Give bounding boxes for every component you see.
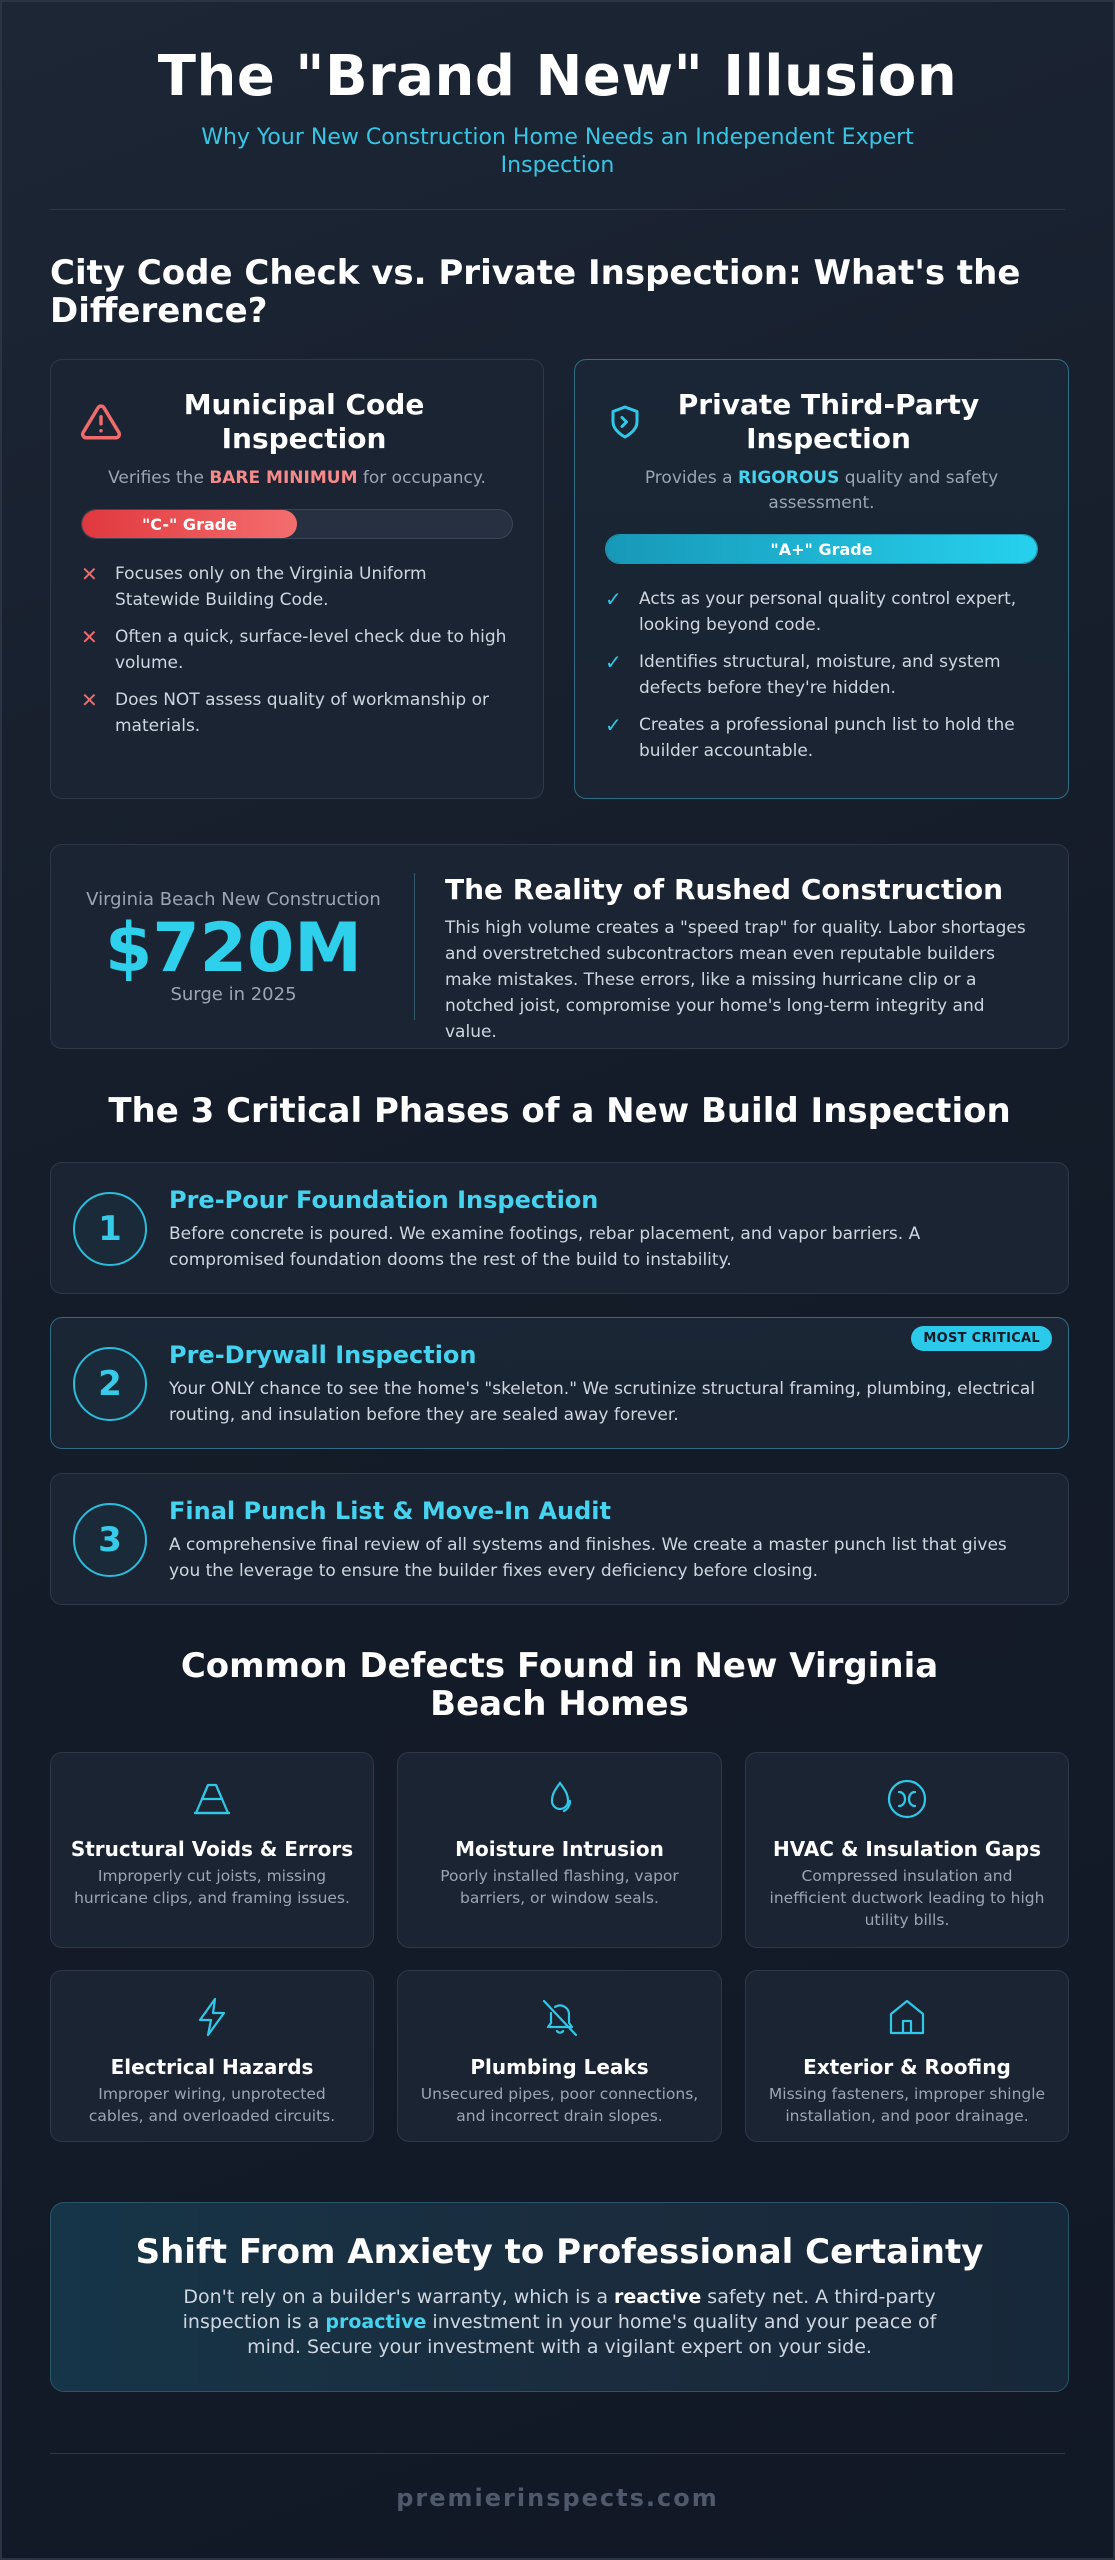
page-title: The "Brand New" Illusion [157,44,958,109]
defect-desc: Improperly cut joists, missing hurricane clips, and framing issues. [74,1867,350,1907]
hero [2,2,1113,180]
phase-number: 1 [73,1192,147,1266]
defect-card [50,1752,374,1948]
page-subtitle: Why Your New Construction Home Needs an Independent Expert Inspection [201,125,914,178]
phase-card-3 [50,1473,1069,1605]
defect-title: Electrical Hazards [110,2055,314,2079]
warning-triangle-icon [79,400,123,444]
defect-card [745,1752,1069,1948]
stat-body: This high volume creates a "speed trap" for quality. Labor shortages and overstretched subcontractors mean even reputable builders make mistakes. These errors, like a missing hurricane clip or a notched joist, compromise your home's long-term integrity and value. [445,918,1026,1042]
structure-icon [188,1775,236,1823]
defect-card [397,1752,722,1948]
private-card [574,359,1069,799]
shield-check-icon [603,400,647,444]
phase-number: 2 [73,1347,147,1421]
defect-card [745,1970,1069,2142]
defect-desc: Compressed insulation and inefficient ductwork leading to high utility bills. [769,1867,1045,1929]
list-item: ✓ Creates a professional punch list to hold the builder accountable. [605,712,1038,764]
phase-number: 3 [73,1503,147,1577]
stat-title: The Reality of Rushed Construction [445,873,1004,906]
list-item: ✓ Identifies structural, moisture, and system defects before they're hidden. [605,649,1038,701]
defect-card [50,1970,374,2142]
divider [414,873,415,1020]
house-icon [883,1993,931,2041]
cta-title: Shift From Anxiety to Professional Certainty [135,2232,984,2272]
defect-desc: Poorly installed flashing, vapor barriers, or window seals. [440,1867,679,1907]
cta-banner [50,2202,1069,2392]
phase-title: Pre-Drywall Inspection [169,1341,477,1369]
private-title: Private Third-Party Inspection [677,388,980,455]
check-icon: ✓ [605,650,622,674]
x-icon: ✕ [81,562,98,586]
defect-title: Structural Voids & Errors [70,1837,354,1861]
list-item: ✕ Focuses only on the Virginia Uniform Statewide Building Code. [81,561,513,613]
phase-desc: A comprehensive final review of all systems and finishes. We create a master punch list that gives you the leverage to ensure the builder fixes every deficiency before closing. [169,1535,1007,1581]
defect-title: Moisture Intrusion [455,1837,664,1861]
cta-body: Don't rely on a builder's warranty, which is a reactive safety net. A third-party inspection is a proactive investment in your home's quality and your peace of mind. Secure your investment with a vigilant expert on your side. [182,2286,937,2358]
municipal-subtitle: Verifies the BARE MINIMUM for occupancy. [108,468,486,488]
check-icon: ✓ [605,587,622,611]
municipal-grade-bar [81,509,513,539]
stat-value: $720M [105,909,362,988]
defects-heading: Common Defects Found in New Virginia Beach Homes [180,1646,939,1724]
stat-card [50,844,1069,1049]
list-item: ✕ Does NOT assess quality of workmanship or materials. [81,687,513,739]
comparison-heading: City Code Check vs. Private Inspection: What's the Difference? [50,253,1021,331]
defect-title: Plumbing Leaks [470,2055,649,2079]
droplet-icon [536,1775,584,1823]
most-critical-badge: MOST CRITICAL [911,1326,1052,1351]
phase-title: Final Punch List & Move-In Audit [169,1497,611,1525]
x-icon: ✕ [81,688,98,712]
private-grade-label: "A+" Grade [606,535,1037,563]
defect-title: HVAC & Insulation Gaps [772,1837,1042,1861]
phases-heading: The 3 Critical Phases of a New Build Inspection [108,1091,1011,1131]
list-item: ✕ Often a quick, surface-level check due to high volume. [81,624,513,676]
divider [50,2453,1065,2454]
phase-card-1 [50,1162,1069,1294]
municipal-title: Municipal Code Inspection [183,388,425,455]
defect-desc: Missing fasteners, improper shingle installation, and poor drainage. [768,2085,1046,2125]
stat-caption: Surge in 2025 [170,984,297,1005]
bell-off-icon [536,1993,584,2041]
private-grade-bar [605,534,1038,564]
footer-website[interactable]: premierinspects.com [396,2484,719,2512]
phase-card-2 [50,1317,1069,1449]
municipal-grade-label: "C-" Grade [82,510,297,538]
defect-title: Exterior & Roofing [803,2055,1011,2079]
private-subtitle: Provides a RIGOROUS quality and safety assessment. [644,468,999,513]
list-item: ✓ Acts as your personal quality control expert, looking beyond code. [605,586,1038,638]
phase-desc: Your ONLY chance to see the home's "skeleton." We scrutinize structural framing, plumbing, electrical routing, and insulation before they are sealed away forever. [169,1379,1035,1425]
municipal-card [50,359,544,799]
divider [50,209,1065,210]
phase-desc: Before concrete is poured. We examine footings, rebar placement, and vapor barriers. A compromised foundation dooms the rest of the build to instability. [169,1224,921,1270]
defect-desc: Unsecured pipes, poor connections, and incorrect drain slopes. [420,2085,699,2125]
phase-title: Pre-Pour Foundation Inspection [169,1186,599,1214]
stat-label: Virginia Beach New Construction [86,889,381,910]
hvac-fan-icon [883,1775,931,1823]
x-icon: ✕ [81,625,98,649]
check-icon: ✓ [605,713,622,737]
defect-desc: Improper wiring, unprotected cables, and overloaded circuits. [88,2085,336,2125]
lightning-icon [188,1993,236,2041]
defect-card [397,1970,722,2142]
